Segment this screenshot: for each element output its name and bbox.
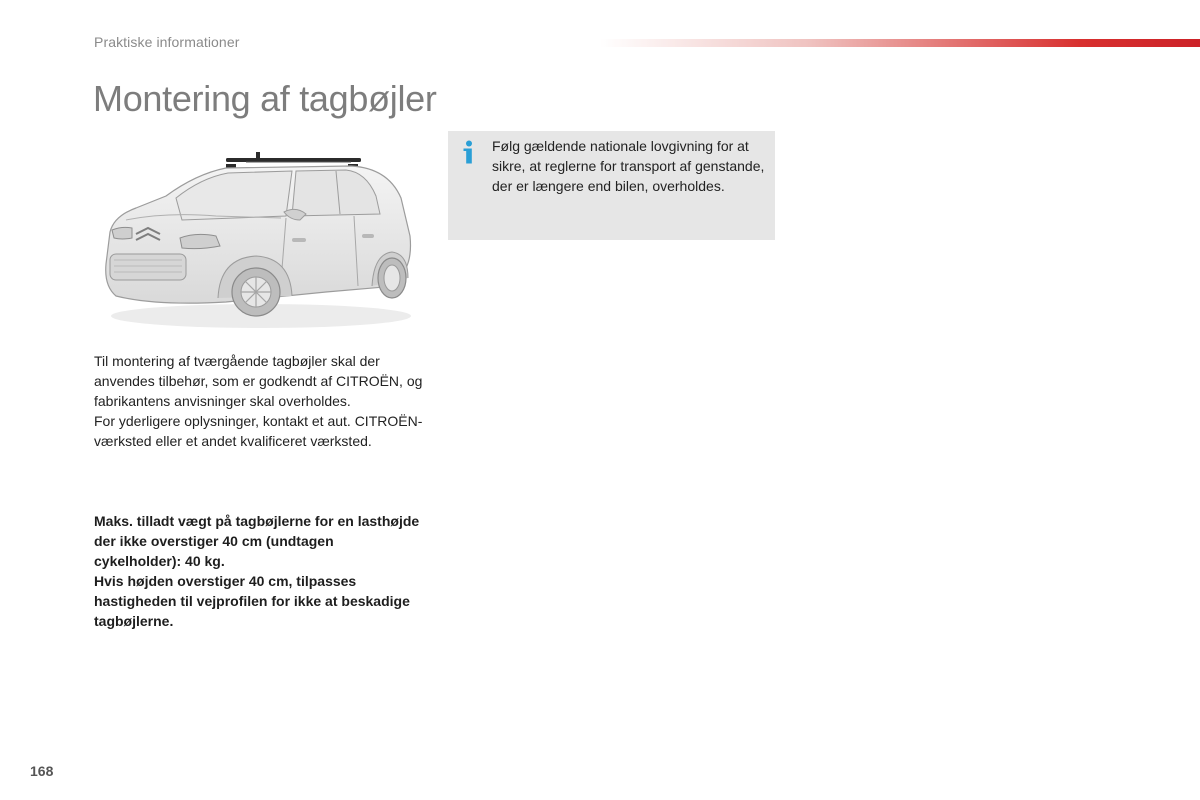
section-label: Praktiske informationer: [94, 34, 240, 50]
warning-paragraph: Hvis højden overstiger 40 cm, tilpasses hastigheden til vejprofilen for ikke at beskadige tagbøjlerne.: [94, 573, 410, 629]
header-accent-bar: [600, 39, 1200, 47]
warning-paragraph: Maks. tilladt vægt på tagbøjlerne for en lasthøjde der ikke overstiger 40 cm (undtagen cykelholder): 40 kg.: [94, 513, 420, 569]
car-with-roof-bars-illustration: [96, 146, 414, 332]
info-icon: [462, 140, 476, 164]
body-paragraph: For yderligere oplysninger, kontakt et aut. CITROËN-værksted eller et andet kvalificeret værksted.: [94, 413, 423, 449]
page-title: Montering af tagbøjler: [93, 78, 437, 119]
page-number: 168: [30, 763, 54, 779]
info-text: Følg gældende nationale lovgivning for at sikre, at reglerne for transport af genstande, der er længere end bilen, overholdes.: [492, 138, 765, 194]
info-box: [448, 131, 775, 240]
load-warning-text: [94, 511, 424, 631]
body-paragraph: Til montering af tværgående tagbøjler skal der anvendes tilbehør, som er godkendt af CITROËN, og fabrikantens anvisninger skal overholdes.: [94, 353, 423, 409]
body-text: [94, 351, 424, 451]
